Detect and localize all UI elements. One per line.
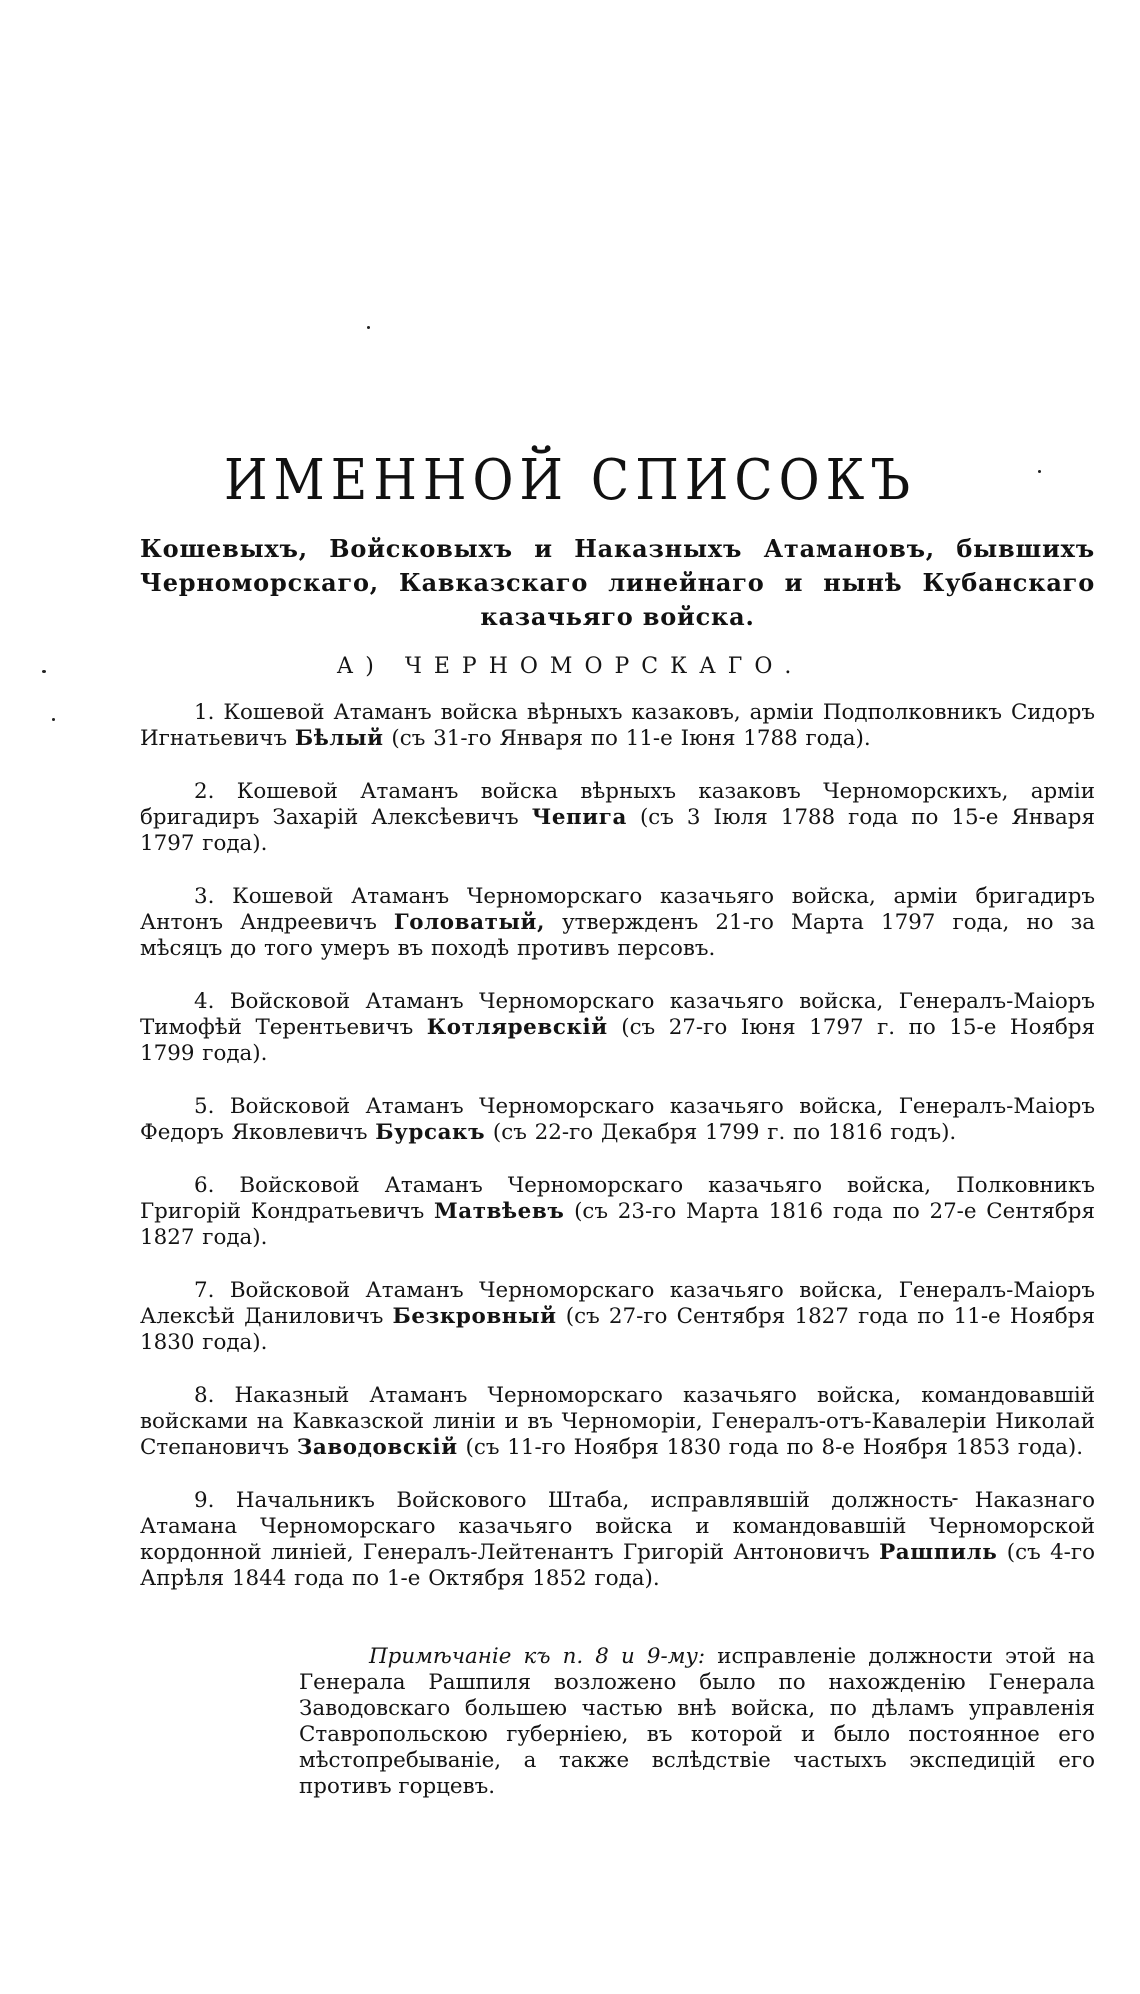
footnote-text: исправленіе должности этой на Генерала Рашпиля возложено было по нахожденію Генерала Заводовскаго большею частью внѣ войска, по дѣламъ управленія Ставропольскою губерніею, въ которой и было постоянное его мѣстопребываніе, а также вслѣдствіе частыхъ экспедицій его противъ горцевъ. xyxy=(299,1644,1096,1800)
entry-name: Заводовскій xyxy=(296,1435,458,1460)
entry-text: 2. Кошевой Атаманъ войска вѣрныхъ казаковъ Черноморскихъ, арміи бригадиръ Захарій Алексѣевичъ xyxy=(140,779,1095,830)
entry-text: 6. Войсковой Атаманъ Черноморскаго казачьяго войска, Полковникъ Григорій Кондратьевичъ xyxy=(140,1173,1095,1224)
scan-speck xyxy=(367,326,370,329)
entry-dates: утвержденъ 21-го Марта 1797 года, но за мѣсяцъ до того умеръ въ походѣ противъ персовъ. xyxy=(140,910,1095,961)
ataman-list xyxy=(140,700,1095,1592)
list-entry-1 xyxy=(140,700,1095,752)
entry-text: 8. Наказный Атаманъ Черноморскаго казачьяго войска, командовавшій войсками на Кавказской линіи и въ Черноморіи, Генералъ-отъ-Кавалеріи Николай Степановичъ xyxy=(140,1383,1095,1460)
entry-text: 4. Войсковой Атаманъ Черноморскаго казачьяго войска, Генералъ-Маіоръ Тимофѣй Терентьевичъ xyxy=(140,989,1095,1040)
page-subtitle: Кошевыхъ, Войсковыхъ и Наказныхъ Атамановъ, бывшихъ Черноморскаго, Кавказскаго линейнаго и нынѣ Кубанскаго казачьяго войска. xyxy=(140,534,1095,631)
entry-dates: (съ 31-го Января по 11-е Іюня 1788 года). xyxy=(383,726,871,751)
entry-text: 9. Начальникъ Войскового Штаба, исправлявшій должность Наказнаго Атамана Черноморскаго казачьяго войска и командовавшій Черноморской кордонной линіей, Генералъ-Лейтенантъ Григорій Антоновичъ xyxy=(140,1488,1095,1565)
entry-text: 5. Войсковой Атаманъ Черноморскаго казачьяго войска, Генералъ-Маіоръ Федоръ Яковлевичъ xyxy=(140,1094,1095,1145)
entry-dates: (съ 23-го Марта 1816 года по 27-е Сентября 1827 года). xyxy=(140,1199,1095,1250)
list-entry-5 xyxy=(140,1094,1095,1146)
page-title: ИМЕННОЙ СПИСОКЪ xyxy=(223,447,917,513)
entry-name: Безкровный xyxy=(392,1304,557,1329)
entry-text: 3. Кошевой Атаманъ Черноморскаго казачьяго войска, арміи бригадиръ Антонъ Андреевичъ xyxy=(140,884,1095,935)
entry-dates: (съ 27-го Сентября 1827 года по 11-е Ноября 1830 года). xyxy=(140,1304,1095,1355)
entry-text: 7. Войсковой Атаманъ Черноморскаго казачьяго войска, Генералъ-Маіоръ Алексѣй Даниловичъ xyxy=(140,1278,1095,1329)
entry-dates: (съ 4-го Апрѣля 1844 года по 1-е Октября 1852 года). xyxy=(140,1540,1095,1591)
entry-text: 1. Кошевой Атаманъ войска вѣрныхъ казаковъ, арміи Подполковникъ Сидоръ Игнатьевичъ xyxy=(140,700,1095,751)
entry-dates: (съ 22-го Декабря 1799 г. по 1816 годъ). xyxy=(485,1120,957,1145)
entry-name: Рашпиль xyxy=(879,1540,998,1565)
entry-dates: (съ 27-го Іюня 1797 г. по 15-е Ноября 1799 года). xyxy=(140,1015,1096,1066)
entry-name: Котляревскій xyxy=(426,1015,608,1040)
section-heading: А) ЧЕРНОМОРСКАГО. xyxy=(336,654,804,679)
entry-name: Чепига xyxy=(531,805,627,830)
list-entry-2 xyxy=(140,779,1095,857)
list-entry-8 xyxy=(140,1383,1095,1461)
list-entry-4 xyxy=(140,989,1095,1067)
scan-speck xyxy=(52,718,55,721)
entry-name: Матвѣевъ xyxy=(433,1199,565,1224)
list-entry-3 xyxy=(140,884,1095,962)
entry-name: Бѣлый xyxy=(294,726,384,751)
footnote xyxy=(299,1644,1095,1800)
entry-dates: (съ 3 Іюля 1788 года по 15-е Января 1797 года). xyxy=(140,805,1095,856)
entry-name: Бурсакъ xyxy=(375,1120,486,1145)
list-entry-7 xyxy=(140,1278,1095,1356)
entry-name: Головатый, xyxy=(393,910,546,935)
list-entry-9 xyxy=(140,1488,1095,1592)
footnote-label: Примѣчаніе къ п. 8 и 9-му: xyxy=(369,1644,706,1670)
entry-dates: (съ 11-го Ноября 1830 года по 8-е Ноября 1853 года). xyxy=(457,1435,1084,1460)
list-entry-6 xyxy=(140,1173,1095,1251)
